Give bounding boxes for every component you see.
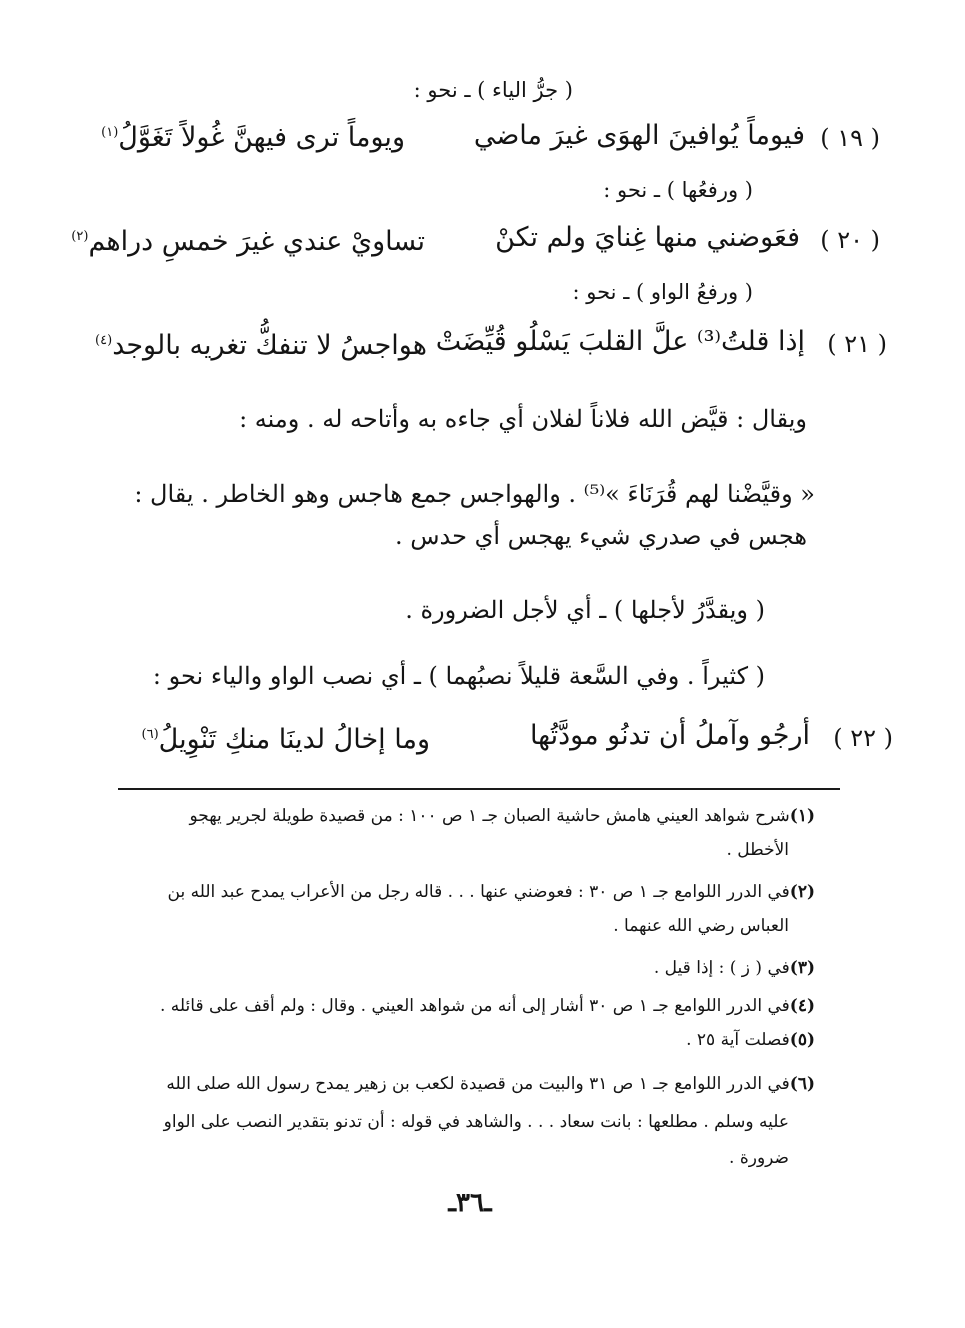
verse-second-text: هواجسُ لا تنفكُّ تغريه بالوجد <box>112 330 427 361</box>
footnote <box>168 882 815 902</box>
footnote <box>189 806 815 826</box>
footnote-continuation: العباس رضي الله عنهما . <box>613 916 789 936</box>
text-line: ( جرُّ الياء ) ـ نحو : <box>413 78 573 102</box>
footnote-text: في الدرر اللوامع جـ ١ ص ٣١ والبيت من قصيدة لكعب بن زهير يمدح رسول الله صلى الله <box>166 1074 790 1094</box>
footnote-text: شرح شواهد العيني هامش حاشية الصبان جـ ١ ص ١٠٠ : من قصيدة طويلة لجرير يهجو <box>189 806 790 826</box>
verse-second-hemistich <box>142 724 430 755</box>
footnote-continuation: الأخطل . <box>726 840 789 860</box>
footnote-id: (٣) <box>789 958 815 978</box>
footnote-ref: (٤) <box>95 333 113 348</box>
verse-second-hemistich <box>101 122 405 153</box>
text-line: ( ورفعُ الواو ) ـ نحو : <box>572 280 753 304</box>
footnote-continuation: ضرورة . <box>729 1148 789 1168</box>
verse-second-text: وما إخالُ لدينَا منكِ تَنْوِيلُ <box>158 724 430 755</box>
footnote-separator <box>118 788 840 790</box>
footnote-ref: (٦) <box>141 727 159 742</box>
footnote <box>160 996 815 1016</box>
footnote-id: (٢) <box>789 882 815 902</box>
footnote-text: في ( ز ) : إذا قيل . <box>653 958 790 978</box>
footnote-continuation: عليه وسلم . مطلعها : بانت سعاد . . . والشاهد في قوله : أن تدنو بتقدير النصب على الواو <box>163 1112 789 1132</box>
verse-number: ( ٢٢ ) <box>833 724 893 752</box>
verse-first-hemistich: فعَوضني منها غِنايَ ولم تكنْ <box>495 222 800 253</box>
footnote-ref: (١) <box>101 125 119 140</box>
footnote <box>654 958 815 978</box>
footnote-id: (٤) <box>789 996 815 1016</box>
verse-number: ( ٢٠ ) <box>820 226 880 254</box>
verse-second-text: ويوماً ترى فيهنَّ غُولاً تَغَوَّلُ <box>118 122 405 153</box>
text-line: ( كثيراً . وفي السَّعة قليلاً نصبُهما ) ـ أي نصب الواو والياء نحو : <box>152 662 765 690</box>
footnote-text: فصلت آية ٢٥ . <box>686 1030 790 1050</box>
page-number: ـ٣٦ـ <box>448 1188 492 1218</box>
verse-number: ( ١٩ ) <box>820 124 880 152</box>
text-line: ويقال : قيَّض الله فلاناً لفلان أي جاءه به وأتاحه له . ومنه : <box>239 405 807 433</box>
verse-second-text: تساويْ عندي غيرَ خمسِ دراهم <box>88 226 425 257</box>
verse-second-hemistich <box>95 330 427 361</box>
footnote-id: (٦) <box>789 1074 815 1094</box>
text-line: ( ويقدَّرُ لأجلها ) ـ أي لأجل الضرورة . <box>405 596 765 624</box>
verse-second-hemistich <box>71 226 425 257</box>
verse-first-hemistich: فيوماً يُوافينَ الهوَى غيرَ ماضي <box>473 120 805 151</box>
footnote <box>166 1074 815 1094</box>
footnote-text: في الدرر اللوامع جـ ١ ص ٣٠ أشار إلى أنه من شواهد العيني . وقال : ولم أقف على قائله . <box>159 996 790 1016</box>
verse-number: ( ٢١ ) <box>827 330 887 358</box>
text-line: ( ورفعُها ) ـ نحو : <box>603 178 753 202</box>
text-line: « وقيَّضْنا لهم قُرَنَاءَ »⁽⁵⁾ . والهواجس جمع هاجس وهو الخاطر . يقال : <box>134 480 815 508</box>
text-line: هجس في صدري شيء يهجس أي حدس . <box>394 522 807 550</box>
verse-first-hemistich: أرجُو وآملُ أن تدنُو مودَّتُها <box>529 720 810 751</box>
footnote-id: (٥) <box>789 1030 815 1050</box>
verse-first-hemistich: إذا قلتُ⁽³⁾ علَّ القلبَ يَسْلُو قُيِّضَتْ <box>435 326 805 357</box>
footnote <box>686 1030 815 1050</box>
footnote-ref: (٢) <box>71 229 89 244</box>
footnote-text: في الدرر اللوامع جـ ١ ص ٣٠ : فعوضني عنها . . . قاله رجل من الأعراب يمدح عبد الله بن <box>167 882 790 902</box>
footnote-id: (١) <box>789 806 815 826</box>
